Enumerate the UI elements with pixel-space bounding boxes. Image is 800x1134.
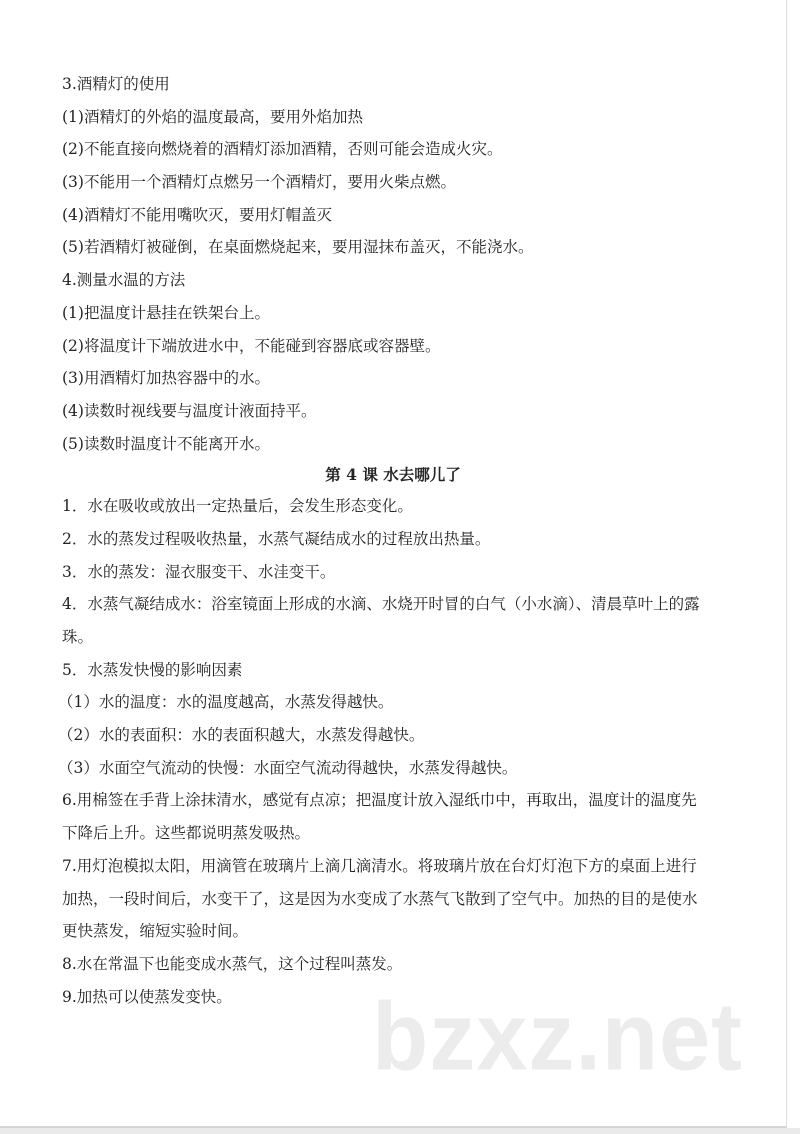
page-bottom-edge bbox=[0, 1128, 800, 1134]
paragraph-line: 下降后上升。这些都说明蒸发吸热。 bbox=[62, 824, 311, 843]
section-title: 3.酒精灯的使用 bbox=[62, 75, 170, 93]
paragraph: 8.水在常温下也能变成水蒸气，这个过程叫蒸发。 bbox=[62, 954, 403, 973]
list-item: (1)酒精灯的外焰的温度最高，要用外焰加热 bbox=[62, 107, 363, 126]
paragraph-line: 加热，一段时间后，水变干了，这是因为水变成了水蒸气飞散到了空气中。加热的目的是使水 bbox=[62, 889, 698, 908]
list-item: (3)不能用一个酒精灯点燃另一个酒精灯，要用火柴点燃。 bbox=[62, 173, 456, 192]
paragraph: 2．水的蒸发过程吸收热量，水蒸气凝结成水的过程放出热量。 bbox=[62, 529, 491, 548]
list-item: (1)把温度计悬挂在铁架台上。 bbox=[62, 303, 270, 322]
list-item: （2）水的表面积：水的表面积越大，水蒸发得越快。 bbox=[58, 726, 425, 745]
paragraph: 9.加热可以使蒸发变快。 bbox=[62, 987, 232, 1006]
lesson-heading: 第 4 课 水去哪儿了 bbox=[325, 465, 461, 485]
list-item: (2)不能直接向燃烧着的酒精灯添加酒精，否则可能会造成火灾。 bbox=[62, 140, 503, 159]
list-item: （1）水的温度：水的温度越高，水蒸发得越快。 bbox=[58, 693, 394, 712]
paragraph-line: 6.用棉签在手背上涂抹清水，感觉有点凉；把温度计放入湿纸巾中，再取出，温度计的温度先 bbox=[62, 791, 697, 810]
paragraph: 1．水在吸收或放出一定热量后，会发生形态变化。 bbox=[62, 497, 413, 516]
paragraph-line: 4．水蒸气凝结成水：浴室镜面上形成的水滴、水烧开时冒的白气（小水滴）、清晨草叶上的露 bbox=[62, 595, 700, 614]
list-item: (4)读数时视线要与温度计液面持平。 bbox=[62, 401, 317, 420]
section-title: 4.测量水温的方法 bbox=[62, 271, 186, 290]
list-item: （3）水面空气流动的快慢：水面空气流动得越快，水蒸发得越快。 bbox=[58, 758, 518, 777]
list-item: (5)若酒精灯被碰倒，在桌面燃烧起来，要用湿抹布盖灭，不能浇水。 bbox=[62, 238, 534, 257]
list-item: (4)酒精灯不能用嘴吹灭，要用灯帽盖灭 bbox=[62, 205, 332, 224]
list-item: (3)用酒精灯加热容器中的水。 bbox=[62, 369, 270, 388]
paragraph: 5．水蒸发快慢的影响因素 bbox=[62, 660, 243, 679]
paragraph-line: 珠。 bbox=[62, 628, 94, 646]
paragraph-line: 更快蒸发，缩短实验时间。 bbox=[62, 922, 249, 941]
list-item: (5)读数时温度计不能离开水。 bbox=[62, 434, 270, 453]
list-item: (2)将温度计下端放进水中，不能碰到容器底或容器壁。 bbox=[62, 336, 441, 355]
document-content bbox=[58, 68, 732, 1013]
paragraph: 3．水的蒸发：湿衣服变干、水洼变干。 bbox=[62, 562, 336, 581]
paragraph-line: 7.用灯泡模拟太阳，用滴管在玻璃片上滴几滴清水。将玻璃片放在台灯灯泡下方的桌面上进行 bbox=[62, 856, 697, 875]
watermark: bzxz.net bbox=[372, 983, 743, 1091]
